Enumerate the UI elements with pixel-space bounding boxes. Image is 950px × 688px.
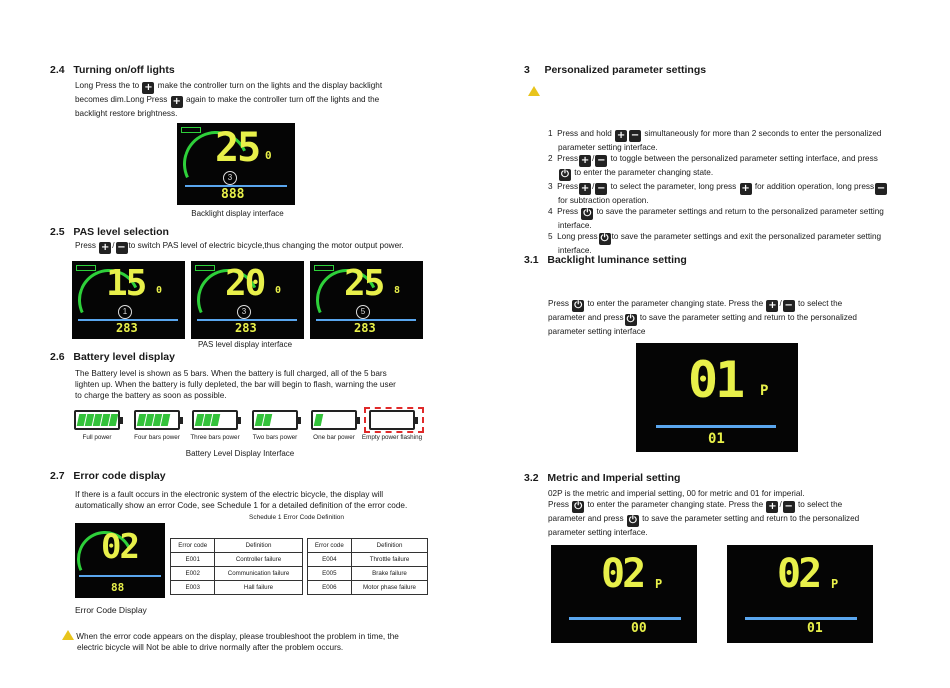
empty-flash-highlight xyxy=(364,407,424,433)
plus-button-icon: + xyxy=(580,183,590,194)
parameter-value: 01 xyxy=(708,431,725,447)
power-button-icon: ⏻ xyxy=(625,314,637,326)
error-caption: Error Code Display xyxy=(75,605,147,615)
speed-value: 25 xyxy=(215,125,260,171)
error-code-table xyxy=(170,538,428,595)
plus-button-icon: + xyxy=(768,501,777,512)
divider-line xyxy=(656,425,776,428)
parameter-value: 00 xyxy=(631,621,647,636)
unit-setting-screen xyxy=(727,545,873,643)
battery-label: One bar power xyxy=(313,434,355,441)
backlight-display-screen xyxy=(177,123,295,205)
odometer-value: 888 xyxy=(221,187,245,202)
battery-bar xyxy=(109,414,119,426)
battery-level-icon xyxy=(192,410,238,430)
table-row xyxy=(171,539,428,553)
parameter-value: 01 xyxy=(807,621,823,636)
power-button-icon: ⏻ xyxy=(572,501,584,513)
battery-caption: Battery Level Display Interface xyxy=(185,449,295,458)
plus-button-icon: + xyxy=(768,300,777,311)
minus-button-icon: − xyxy=(630,130,640,141)
speed-decimal: 0 xyxy=(156,285,163,296)
minus-button-icon: − xyxy=(597,183,606,194)
section-3-1-text: Press ⏻ to enter the parameter changing state. Press the + / − to select the parameter and press ⏻ to save the parameter setting and return to the personalized parameter setting interface xyxy=(548,299,857,336)
power-button-icon: ⏻ xyxy=(581,208,593,220)
table-row: E002 Communication failure E005 Brake failure xyxy=(171,567,428,581)
minus-button-icon: − xyxy=(117,242,126,253)
power-button-icon: ⏻ xyxy=(627,515,639,527)
section-3-2-text: 02P is the metric and imperial setting, 00 for metric and 01 for imperial. Press ⏻ to enter the parameter changing state. Press the + / − to select the parameter and press ⏻ to save the parameter setting and return to the personalized parameter setting interface. xyxy=(548,489,860,537)
table-header: Error code xyxy=(171,539,215,553)
minus-button-icon: − xyxy=(784,300,793,311)
odometer-value: 283 xyxy=(116,321,138,335)
battery-bar xyxy=(211,414,221,426)
error-display-screen xyxy=(75,523,165,598)
gear-indicator: 3 xyxy=(223,171,237,185)
battery-level-icon xyxy=(311,410,357,430)
battery-level-icon xyxy=(252,410,298,430)
warning-icon xyxy=(528,86,540,96)
plus-button-icon: + xyxy=(144,82,153,93)
power-button-icon: ⏻ xyxy=(572,300,584,312)
parameter-suffix: P xyxy=(831,577,839,591)
battery-bar xyxy=(263,414,273,426)
parameter-number: 01 xyxy=(688,351,743,409)
odometer-value: 283 xyxy=(235,321,257,335)
battery-icon xyxy=(195,265,215,271)
parameter-number: 02 xyxy=(777,551,820,597)
step-2: 2 Press + / − to toggle between the personalized parameter setting interface, and press xyxy=(548,154,878,166)
battery-icon xyxy=(314,265,334,271)
battery-bar xyxy=(161,414,171,426)
battery-label: Empty power flashing xyxy=(361,434,423,441)
power-button-icon: ⏻ xyxy=(559,169,571,181)
parameter-number: 02 xyxy=(601,551,644,597)
pas-level-indicator: 3 xyxy=(237,305,251,319)
odometer-value: 88 xyxy=(111,581,125,594)
minus-button-icon: − xyxy=(597,155,606,166)
step-3: 3 Press + / − to select the parameter, long press + for addition operation, long press − xyxy=(548,182,886,194)
unit-setting-screen xyxy=(551,545,697,643)
plus-button-icon: + xyxy=(580,155,590,166)
odometer-value: 283 xyxy=(354,321,376,335)
power-button-icon: ⏻ xyxy=(599,233,611,245)
table-row: E001 Controller failure E004 Throttle failure xyxy=(171,553,428,567)
section-2-7-text: If there is a fault occurs in the electronic system of the electric bicycle, the display will automatically show an error Code, see Schedule 1 for a detailed definition of the error code. xyxy=(75,490,408,510)
parameter-suffix: P xyxy=(760,383,769,399)
section-2-7-heading: 2.7 Error code display xyxy=(50,470,166,482)
pas-level-indicator: 1 xyxy=(118,305,132,319)
battery-icon xyxy=(76,265,96,271)
warning-icon xyxy=(62,630,74,640)
battery-level-icon xyxy=(134,410,180,430)
parameter-suffix: P xyxy=(655,577,663,591)
error-code-value: 02 xyxy=(101,527,138,567)
pas-level-screen xyxy=(191,261,304,339)
minus-button-icon: − xyxy=(784,501,793,512)
table-row: E003 Hall failure E006 Motor phase failure xyxy=(171,581,428,595)
table-header: Definition xyxy=(215,539,302,553)
speed-decimal: 8 xyxy=(394,285,401,296)
plus-button-icon: + xyxy=(741,183,750,194)
step-5: 5 Long press ⏻ to save the parameter settings and exit the personalized parameter setting xyxy=(548,232,882,244)
speed-decimal: 0 xyxy=(265,149,272,162)
battery-label: Four bars power xyxy=(134,434,180,441)
speed-value: 15 xyxy=(106,263,146,304)
section-3-1-heading: 3.1 Backlight luminance setting xyxy=(524,254,687,266)
divider-line xyxy=(79,575,161,577)
section-3-2-heading: 3.2 Metric and Imperial setting xyxy=(524,472,681,484)
section-2-5-heading: 2.5 PAS level selection xyxy=(50,226,169,238)
backlight-caption: Backlight display interface xyxy=(191,209,284,218)
battery-label: Three bars power xyxy=(190,434,240,441)
table-header: Definition xyxy=(352,539,428,553)
section-3-heading: 3 Personalized parameter settings xyxy=(524,64,707,76)
divider-line xyxy=(569,617,681,620)
table-header: Error code xyxy=(307,539,351,553)
section-2-4-heading: 2.4 Turning on/off lights xyxy=(50,64,175,76)
pas-level-screen xyxy=(72,261,185,339)
plus-button-icon: + xyxy=(616,130,626,141)
step-1: 1 Press and hold + − simultaneously for more than 2 seconds to enter the personalized xyxy=(548,129,882,141)
pas-level-screen xyxy=(310,261,423,339)
section-2-6-text: The Battery level is shown as 5 bars. When the battery is full charged, all of the 5 bars lighten up. When the battery is fully depleted, the bar will begin to flash, warning the user to charge the battery as soon as possible. xyxy=(75,369,396,400)
speed-value: 25 xyxy=(344,263,384,304)
battery-bar xyxy=(314,414,324,426)
pas-level-indicator: 5 xyxy=(356,305,370,319)
pas-caption: PAS level display interface xyxy=(197,340,293,349)
section-2-5-text: Press + / − to switch PAS level of electric bicycle,thus changing the motor output power. xyxy=(75,241,404,253)
battery-icon xyxy=(181,127,201,133)
speed-value: 20 xyxy=(225,263,265,304)
battery-label: Two bars power xyxy=(252,434,298,441)
error-warning-note: When the error code appears on the display, please troubleshoot the problem in time, the electric bicycle will Not be able to drive normally after the problem occurs. xyxy=(62,630,462,653)
section-2-4-text: Long Press the to + make the controller turn on the lights and the display backlight becomes dim.Long Press + again to make the controller turn off the lights and the backlight restore brightness. xyxy=(75,81,383,118)
speed-decimal: 0 xyxy=(275,285,282,296)
section-2-6-heading: 2.6 Battery level display xyxy=(50,351,175,363)
plus-button-icon: + xyxy=(101,242,110,253)
step-4: 4 Press ⏻ to save the parameter settings and return to the personalized parameter setting xyxy=(548,207,884,219)
battery-label: Full power xyxy=(82,434,112,441)
parameter-steps: 1 Press and hold + − simultaneously for more than 2 seconds to enter the personalized parameter setting interface. 2 Press + / − to toggle between the personalized parameter setting interface, and press ⏻ to enter the parameter changing state. 3 Press + / − to select the parameter, long press + for addition operation, long press − for subtraction operation. 4 Press ⏻ to save the parameter settings and return to the personalized parameter setting interface. 5 Long press ⏻ to save the parameter settings and exit the personalized parameter setting interface. xyxy=(548,128,918,256)
minus-button-icon: − xyxy=(876,183,886,194)
error-table-title: Schedule 1 Error Code Definition xyxy=(249,514,345,521)
divider-line xyxy=(745,617,857,620)
plus-button-icon: + xyxy=(172,96,181,107)
battery-level-icon xyxy=(74,410,120,430)
backlight-setting-screen xyxy=(636,343,798,452)
